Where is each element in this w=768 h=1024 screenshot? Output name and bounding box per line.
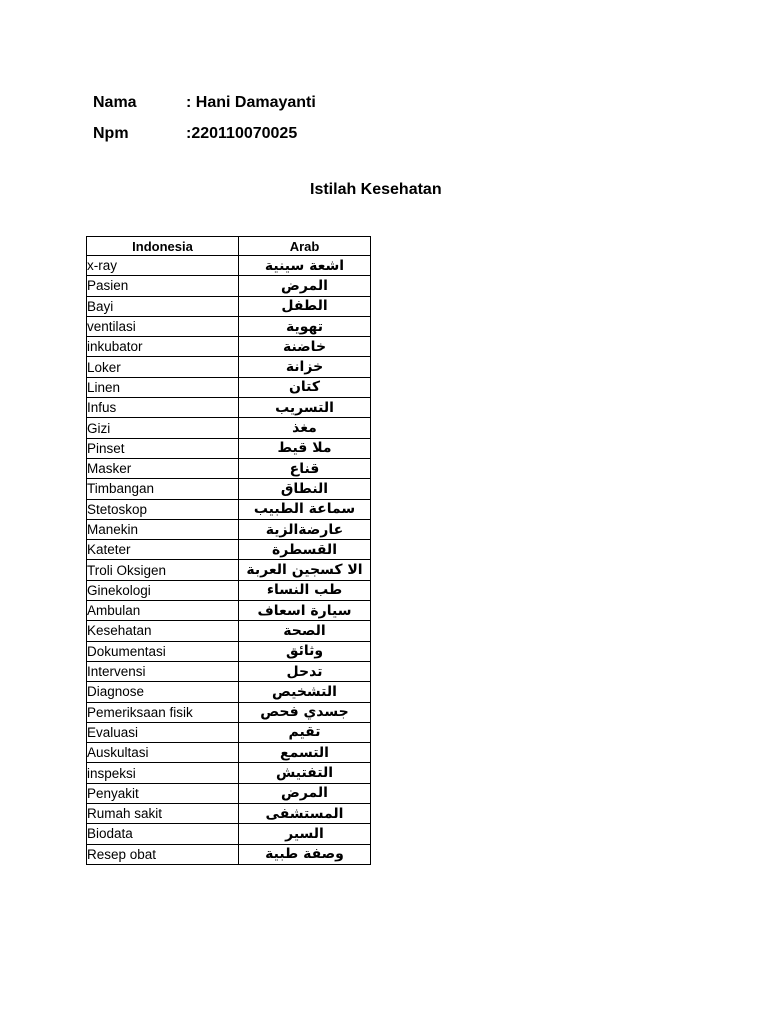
table-row <box>87 276 371 296</box>
table-row <box>87 601 371 621</box>
cell-arab: التفتيش <box>239 763 371 783</box>
cell-indonesia: Pasien <box>87 276 239 296</box>
terms-table-body <box>87 256 371 865</box>
table-row <box>87 418 371 438</box>
cell-indonesia: Penyakit <box>87 783 239 803</box>
cell-arab: الا كسجين العربة <box>239 560 371 580</box>
cell-arab: السير <box>239 824 371 844</box>
cell-indonesia: x-ray <box>87 256 239 276</box>
cell-indonesia: Kateter <box>87 540 239 560</box>
table-row <box>87 661 371 681</box>
table-row <box>87 722 371 742</box>
table-row <box>87 377 371 397</box>
cell-arab: جسدي فحص <box>239 702 371 722</box>
cell-indonesia: Pinset <box>87 438 239 458</box>
nama-label: Nama <box>93 94 137 111</box>
table-row <box>87 702 371 722</box>
table-row <box>87 479 371 499</box>
cell-arab: تهوية <box>239 316 371 336</box>
cell-arab: اشعة سينية <box>239 256 371 276</box>
cell-arab: خاضنة <box>239 337 371 357</box>
cell-arab: النطاق <box>239 479 371 499</box>
table-row <box>87 621 371 641</box>
cell-indonesia: Dokumentasi <box>87 641 239 661</box>
cell-arab: القسطرة <box>239 540 371 560</box>
npm-label: Npm <box>93 125 129 142</box>
cell-arab: المستشفى <box>239 804 371 824</box>
cell-indonesia: Timbangan <box>87 479 239 499</box>
cell-indonesia: Stetoskop <box>87 499 239 519</box>
cell-arab: الصحة <box>239 621 371 641</box>
cell-arab: كتان <box>239 377 371 397</box>
table-row <box>87 824 371 844</box>
cell-arab: سيارة اسعاف <box>239 601 371 621</box>
table-header-row <box>87 237 371 256</box>
cell-indonesia: ventilasi <box>87 316 239 336</box>
cell-indonesia: Biodata <box>87 824 239 844</box>
table-row <box>87 641 371 661</box>
npm-row <box>93 125 297 143</box>
table-row <box>87 499 371 519</box>
cell-indonesia: Manekin <box>87 519 239 539</box>
cell-arab: قناع <box>239 458 371 478</box>
npm-value: :220110070025 <box>186 125 298 142</box>
cell-indonesia: Rumah sakit <box>87 804 239 824</box>
cell-indonesia: Masker <box>87 458 239 478</box>
cell-arab: تدحل <box>239 661 371 681</box>
cell-indonesia: Linen <box>87 377 239 397</box>
table-row <box>87 357 371 377</box>
table-row <box>87 438 371 458</box>
cell-indonesia: inkubator <box>87 337 239 357</box>
table-row <box>87 519 371 539</box>
cell-indonesia: Troli Oksigen <box>87 560 239 580</box>
cell-indonesia: Pemeriksaan fisik <box>87 702 239 722</box>
table-row <box>87 743 371 763</box>
table-row <box>87 763 371 783</box>
column-header-indonesia: Indonesia <box>87 237 239 256</box>
nama-row <box>93 94 316 112</box>
cell-arab: المرض <box>239 276 371 296</box>
cell-indonesia: Auskultasi <box>87 743 239 763</box>
table-row <box>87 296 371 316</box>
cell-arab: التسريب <box>239 398 371 418</box>
cell-arab: ملا قيط <box>239 438 371 458</box>
cell-indonesia: Infus <box>87 398 239 418</box>
cell-arab: التسمع <box>239 743 371 763</box>
cell-arab: التشخيص <box>239 682 371 702</box>
table-row <box>87 458 371 478</box>
table-row <box>87 580 371 600</box>
cell-indonesia: Loker <box>87 357 239 377</box>
table-row <box>87 337 371 357</box>
cell-arab: وثائق <box>239 641 371 661</box>
cell-indonesia: Gizi <box>87 418 239 438</box>
cell-arab: سماعة الطبيب <box>239 499 371 519</box>
table-row <box>87 804 371 824</box>
cell-indonesia: Intervensi <box>87 661 239 681</box>
cell-arab: مغذ <box>239 418 371 438</box>
cell-indonesia: Kesehatan <box>87 621 239 641</box>
table-row <box>87 682 371 702</box>
table-row <box>87 783 371 803</box>
cell-arab: خزانة <box>239 357 371 377</box>
cell-arab: تقيم <box>239 722 371 742</box>
cell-indonesia: Bayi <box>87 296 239 316</box>
cell-indonesia: Diagnose <box>87 682 239 702</box>
table-row <box>87 540 371 560</box>
cell-indonesia: inspeksi <box>87 763 239 783</box>
table-row <box>87 256 371 276</box>
cell-arab: طب النساء <box>239 580 371 600</box>
nama-value: : Hani Damayanti <box>186 94 316 111</box>
cell-indonesia: Evaluasi <box>87 722 239 742</box>
column-header-arab: Arab <box>239 237 371 256</box>
table-row <box>87 560 371 580</box>
terms-table <box>86 236 371 865</box>
cell-arab: عارضةالزية <box>239 519 371 539</box>
cell-indonesia: Ginekologi <box>87 580 239 600</box>
table-row <box>87 316 371 336</box>
cell-indonesia: Resep obat <box>87 844 239 864</box>
page-title: Istilah Kesehatan <box>310 181 442 198</box>
cell-arab: الطفل <box>239 296 371 316</box>
cell-arab: المرض <box>239 783 371 803</box>
cell-arab: وصفة طبية <box>239 844 371 864</box>
cell-indonesia: Ambulan <box>87 601 239 621</box>
table-row <box>87 398 371 418</box>
table-row <box>87 844 371 864</box>
